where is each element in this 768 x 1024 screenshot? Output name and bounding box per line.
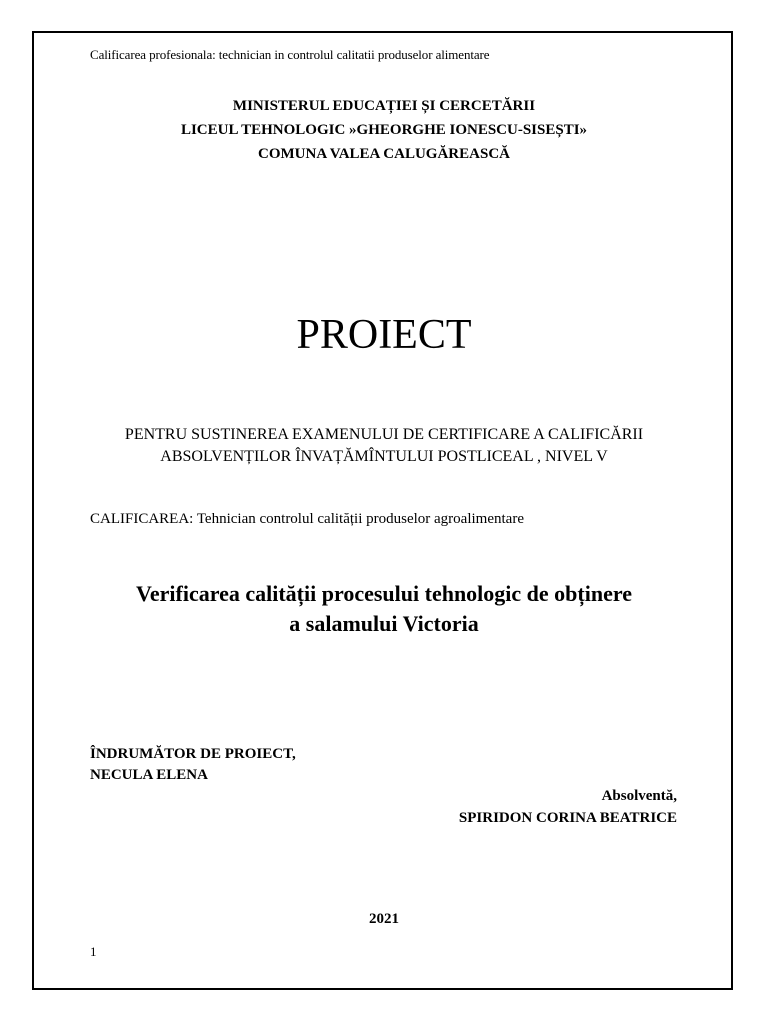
subject-line-2: a salamului Victoria	[289, 611, 479, 636]
graduate-name: SPIRIDON CORINA BEATRICE	[458, 810, 677, 826]
institution-locality: COMUNA VALEA CALUGĂREASCĂ	[258, 146, 510, 162]
document-title: PROIECT	[296, 312, 472, 358]
coordinator-block	[90, 744, 296, 786]
document-year: 2021	[369, 911, 399, 927]
institution-ministry: MINISTERUL EDUCAȚIEI ȘI CERCETĂRII	[232, 98, 536, 114]
coordinator-label: ÎNDRUMĂTOR DE PROIECT,	[90, 746, 296, 762]
purpose-line-2: ABSOLVENȚILOR ÎNVAȚĂMÎNTULUI POSTLICEAL , NIVEL V	[160, 448, 608, 465]
purpose-line-1: PENTRU SUSTINEREA EXAMENULUI DE CERTIFICARE A CALIFICĂRII	[124, 426, 644, 443]
document-purpose	[34, 424, 734, 468]
subject-line-1: Verificarea calității procesului tehnologic de obținere	[136, 581, 632, 606]
document-qualification: CALIFICAREA: Tehnician controlul calității produselor agroalimentare	[90, 511, 524, 527]
coordinator-name: NECULA ELENA	[90, 767, 208, 783]
graduate-label: Absolventă,	[601, 788, 677, 804]
page-number: 1	[90, 944, 97, 959]
institution-school: LICEUL TEHNOLOGIC »GHEORGHE IONESCU-SISEȘTI»	[180, 122, 588, 138]
graduate-block	[459, 785, 677, 829]
header-qualification-line: Calificarea profesionala: technician in controlul calitatii produselor alimentare	[90, 47, 490, 62]
document-subject	[34, 579, 734, 639]
institution-block	[34, 94, 734, 166]
